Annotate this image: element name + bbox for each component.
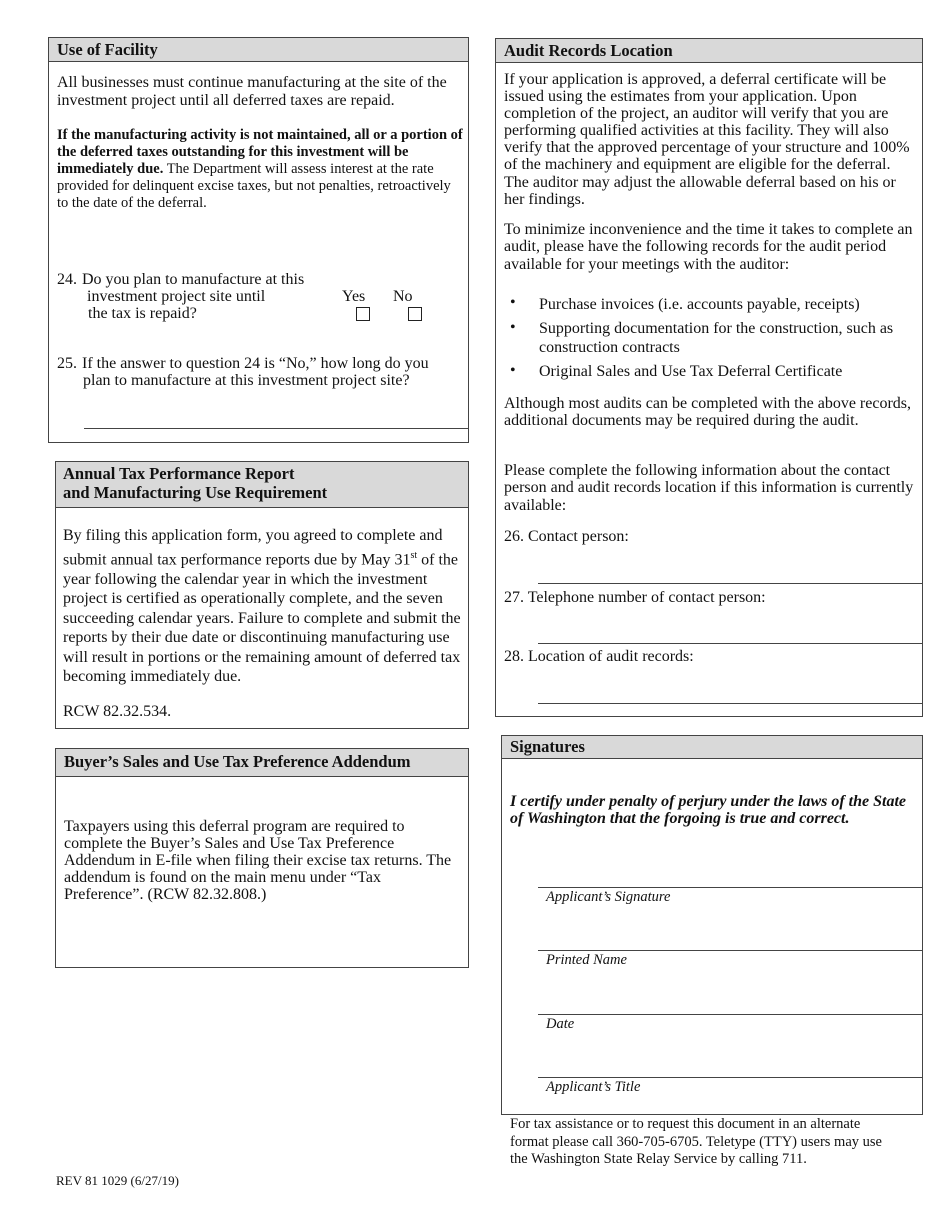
q24-text-line1: Do you plan to manufacture at this [82,271,305,288]
q26-label: 26. Contact person: [504,528,629,545]
date-line[interactable] [538,1014,923,1015]
audit-records-section [495,38,923,717]
q24-number: 24. [57,271,77,288]
annual-report-title-line2: and Manufacturing Use Requirement [63,483,328,502]
audit-records-title: Audit Records Location [496,39,922,63]
q28-label: 28. Location of audit records: [504,648,694,665]
buyers-addendum-title: Buyer’s Sales and Use Tax Preference Addendum [56,749,468,777]
q27-label: 27. Telephone number of contact person: [504,589,766,606]
q25-text-line2: plan to manufacture at this investment project site? [83,372,410,389]
bullet-2-text: Supporting documentation for the construction, such as construction contracts [539,320,894,356]
q24-yes-checkbox[interactable] [356,307,370,321]
annual-report-body-a: By filing this application form, you agreed to complete and submit annual tax performance reports due by May 31 [63,527,443,568]
q25-number: 25. [57,355,77,372]
applicant-title-line[interactable] [538,1077,923,1078]
audit-records-para1: If your application is approved, a deferral certificate will be issued using the estimates from your application. Upon completion of the project, an auditor will verify that you are performing qualified activities at this facility. They will also verify that the approved percentage of your structure and 100% of the machinery and equipment are eligible for the deferral. The auditor may adjust the allowable deferral based on his or her findings. [504,71,910,208]
audit-records-para2: To minimize inconvenience and the time it takes to complete an audit, please have the following records for the audit period available for your meetings with the auditor: [504,221,913,273]
bullet-2-glyph: • [510,319,516,336]
annual-report-body [63,526,463,687]
q25-answer-line[interactable] [84,428,469,429]
q26-contact-person-line[interactable] [538,583,923,584]
audit-records-para3: Although most audits can be completed with the above records, additional documents may be required during the audit. [504,395,912,430]
form-id: REV 81 1029 (6/27/19) [56,1173,179,1188]
annual-report-body-sup: st [410,549,418,561]
q24-yes-label: Yes [342,288,366,305]
q25-text-line1: If the answer to question 24 is “No,” how long do you [82,355,429,372]
q24-no-label: No [393,288,413,305]
tax-assistance-notice: For tax assistance or to request this document in an alternate format please call 360-705-6705. Teletype (TTY) users may use the Washington State Relay Service by calling 711. [510,1116,882,1167]
annual-report-title [56,462,468,508]
date-label: Date [546,1016,575,1032]
q24-text-line3: the tax is repaid? [88,305,197,322]
q24-text-line2: investment project site until [87,288,266,305]
certify-statement: I certify under penalty of perjury under the laws of the State of Washington that the forgoing is true and correct. [510,793,906,828]
applicant-title-label: Applicant’s Title [546,1079,641,1095]
annual-report-title-line1: Annual Tax Performance Report [63,464,295,483]
use-of-facility-warning: If the manufacturing activity is not maintained, all or a portion of the deferred taxes outstanding for this investment will be immediately due. [57,127,463,177]
use-of-facility-para1: All businesses must continue manufacturing at the site of the investment project until all deferred taxes are repaid. [57,74,447,109]
buyers-addendum-body: Taxpayers using this deferral program are required to complete the Buyer’s Sales and Use Tax Preference Addendum in E-file when filing their excise tax returns. The addendum is found on the main menu under “Tax Preference”. (RCW 82.32.808.) [64,818,452,903]
use-of-facility-section [48,37,469,443]
bullet-3-glyph: • [510,362,516,379]
annual-report-body-b: of the year following the calendar year in which the investment project is certified as operationally complete, and the seven succeeding calendar years. Failure to complete and submit the reports by their due date or discontinuing manufacturing use will result in portions or the remaining amount of deferred tax becoming immediately due. [63,550,461,686]
q28-location-line[interactable] [538,703,923,704]
audit-records-para4: Please complete the following information about the contact person and audit records location if this information is currently available: [504,462,914,514]
annual-report-rcw: RCW 82.32.534. [63,703,172,720]
q24-no-checkbox[interactable] [408,307,422,321]
printed-name-label: Printed Name [546,952,627,968]
applicant-signature-label: Applicant’s Signature [546,889,671,905]
printed-name-line[interactable] [538,950,923,951]
use-of-facility-interest-text: The Department will assess interest at the rate provided for delinquent excise taxes, but not penalties, retroactively to the date of the deferral. [57,161,451,211]
q27-telephone-line[interactable] [538,643,923,644]
signatures-section [501,735,923,1115]
signatures-title: Signatures [502,736,922,759]
bullet-3-text: Original Sales and Use Tax Deferral Certificate [539,363,843,380]
use-of-facility-para2 [57,127,465,212]
buyers-addendum-section [55,748,469,968]
applicant-signature-line[interactable] [538,887,923,888]
bullet-1-text: Purchase invoices (i.e. accounts payable, receipts) [539,296,860,313]
bullet-1-glyph: • [510,294,516,311]
annual-report-section [55,461,469,729]
use-of-facility-title: Use of Facility [49,38,468,62]
